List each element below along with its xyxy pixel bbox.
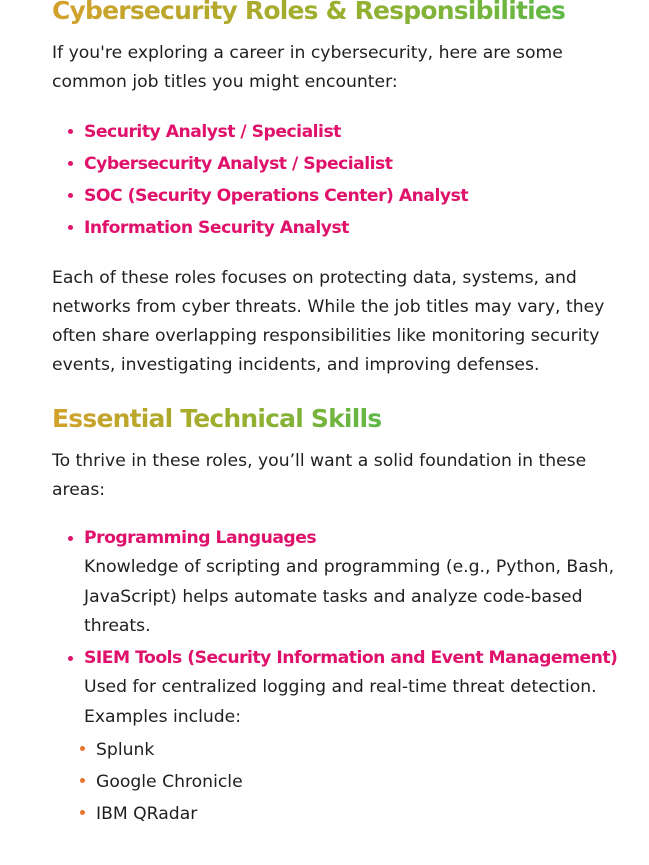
skills-heading: Essential Technical Skills	[52, 398, 381, 440]
role-infosec-analyst: Information Security Analyst	[84, 217, 349, 238]
role-security-analyst: Security Analyst / Specialist	[84, 121, 341, 142]
list-item	[84, 643, 627, 830]
list-item: Splunk	[96, 734, 627, 766]
skills-intro: To thrive in these roles, you’ll want a solid foundation in these areas:	[52, 450, 587, 501]
role-cybersecurity-analyst: Cybersecurity Analyst / Specialist	[84, 153, 393, 174]
skill-siem-title: SIEM Tools (Security Information and Event Management)	[84, 648, 618, 669]
roles-heading: Cybersecurity Roles & Responsibilities	[52, 0, 565, 32]
list-item	[84, 116, 627, 148]
list-item	[84, 212, 627, 244]
roles-list	[52, 116, 627, 244]
list-item	[84, 523, 627, 641]
skills-list	[52, 523, 627, 829]
skill-siem-desc: Used for centralized logging and real-time threat detection. Examples include:	[84, 677, 597, 727]
roles-summary: Each of these roles focuses on protecting data, systems, and networks from cyber threats. While the job titles may vary, they often share overlapping responsibilities like monitoring security events, investigating incidents, and improving defenses.	[52, 267, 605, 376]
list-item	[84, 148, 627, 180]
list-item: Google Chronicle	[96, 766, 627, 798]
role-soc-analyst: SOC (Security Operations Center) Analyst	[84, 185, 469, 206]
list-item	[84, 180, 627, 212]
roles-intro: If you're exploring a career in cybersecurity, here are some common job titles you might encounter:	[52, 43, 563, 93]
siem-examples-list	[52, 734, 627, 830]
list-item: IBM QRadar	[96, 798, 627, 830]
skill-programming-desc: Knowledge of scripting and programming (e.g., Python, Bash, JavaScript) helps automate tasks and analyze code-based threats.	[84, 557, 615, 636]
skill-programming-title: Programming Languages	[84, 528, 317, 549]
article-body	[52, 0, 627, 830]
